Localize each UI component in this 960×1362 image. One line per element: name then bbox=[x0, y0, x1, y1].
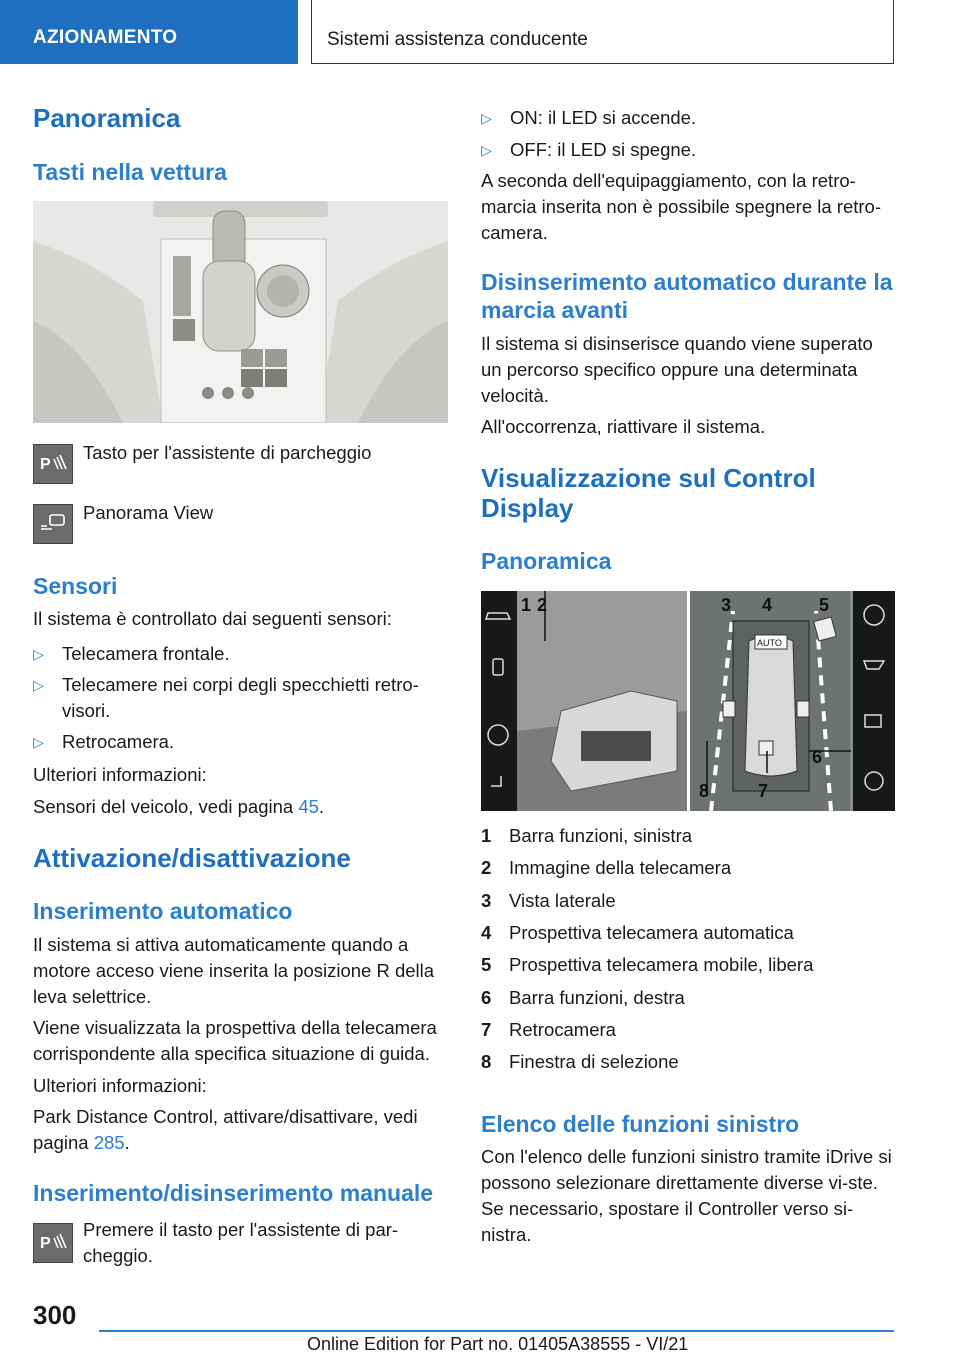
bullet-triangle-icon: ▷ bbox=[33, 734, 44, 750]
heading-disinserimento: Disinserimento automatico durante la marcia avanti bbox=[481, 269, 893, 323]
section-tab bbox=[0, 0, 298, 64]
disinserimento-text-2: All'occorrenza, riattivare il sistema. bbox=[481, 416, 766, 437]
heading-panoramica: Panoramica bbox=[33, 103, 181, 133]
equip-text: A seconda dell'equipaggiamento, con la retro-marcia inserita non è possibile spegnere la retro-camera. bbox=[481, 170, 882, 243]
page-link[interactable]: 45 bbox=[298, 796, 319, 817]
heading-sensori: Sensori bbox=[33, 573, 118, 599]
page-link[interactable]: 285 bbox=[93, 1132, 125, 1153]
sensori-reference: Sensori del veicolo, vedi pagina 45. bbox=[33, 796, 325, 817]
bullet-triangle-icon: ▷ bbox=[33, 677, 44, 693]
heading-manuale: Inserimento/disinserimento manuale bbox=[33, 1180, 434, 1206]
legend-number: 6 bbox=[481, 986, 492, 1008]
console-photo bbox=[33, 201, 448, 423]
section-title: AZIONAMENTO bbox=[33, 27, 178, 48]
elenco-text: Con l'elenco delle funzioni sinistro tramite iDrive si possono selezionare direttamente diverse vi-ste. Se necessario, spostare il Controller verso si-nistra. bbox=[481, 1146, 892, 1245]
ulteriori-label: Ulteriori informazioni: bbox=[33, 764, 207, 785]
heading-tasti: Tasti nella vettura bbox=[33, 159, 227, 185]
footer-rule bbox=[99, 1330, 894, 1332]
legend-number: 5 bbox=[481, 954, 492, 976]
chapter-title: Sistemi assistenza conducente bbox=[327, 29, 588, 50]
svg-text:P: P bbox=[40, 456, 51, 473]
manuale-text: Premere il tasto per l'assistente di par-cheggio. bbox=[83, 1219, 399, 1266]
parking-assistant-icon bbox=[33, 1223, 73, 1263]
legend-number: 7 bbox=[481, 1018, 492, 1040]
legend-label: Immagine della telecamera bbox=[509, 857, 732, 879]
page-number: 300 bbox=[33, 1300, 77, 1330]
panorama-button-label: Panorama View bbox=[83, 502, 214, 523]
callout-number: 6 bbox=[812, 747, 823, 767]
chapter-header bbox=[311, 0, 894, 64]
callout-number: 5 bbox=[819, 595, 830, 615]
inserimento-text-2: Viene visualizzata la prospettiva della telecamera corrispondente alla specifica situazione di guida. bbox=[33, 1017, 437, 1064]
footer-edition: Online Edition for Part no. 01405A38555 - VI/21 bbox=[307, 1334, 689, 1354]
legend-number: 1 bbox=[481, 825, 492, 846]
inserimento-text: Il sistema si attiva automaticamente quando a motore acceso viene inserita la posizione R della leva selettrice. bbox=[33, 934, 435, 1007]
callout-number: 8 bbox=[699, 781, 710, 801]
svg-text:P: P bbox=[40, 1235, 51, 1252]
legend-label: Prospettiva telecamera automatica bbox=[509, 921, 794, 943]
legend-number: 4 bbox=[481, 921, 492, 943]
legend-number: 2 bbox=[481, 857, 492, 879]
bullet-triangle-icon: ▷ bbox=[481, 110, 492, 126]
heading-panoramica-2: Panoramica bbox=[481, 548, 612, 574]
legend-number: 8 bbox=[481, 1051, 492, 1073]
ulteriori-label: Ulteriori informazioni: bbox=[33, 1075, 207, 1096]
sensori-intro: Il sistema è controllato dai seguenti sensori: bbox=[33, 608, 392, 629]
parking-button-label: Tasto per l'assistente di parcheggio bbox=[83, 442, 372, 463]
control-display-image bbox=[481, 591, 895, 811]
callout-number: 2 bbox=[537, 595, 548, 615]
legend-label: Retrocamera bbox=[509, 1018, 616, 1040]
bullet-triangle-icon: ▷ bbox=[481, 142, 492, 158]
legend-number: 3 bbox=[481, 889, 492, 911]
legend-label: Prospettiva telecamera mobile, libera bbox=[509, 954, 814, 976]
heading-visualizzazione: Visualizzazione sul Control Display bbox=[481, 463, 816, 523]
callout-number: 3 bbox=[721, 595, 732, 615]
heading-elenco: Elenco delle funzioni sinistro bbox=[481, 1111, 800, 1137]
legend-label: Barra funzioni, destra bbox=[509, 986, 685, 1008]
disinserimento-text: Il sistema si disinserisce quando viene superato un percorso specifico oppure una determinata velocità. bbox=[481, 333, 873, 406]
pdc-reference: Park Distance Control, attivare/disattivare, vedi pagina 285. bbox=[33, 1106, 418, 1153]
callout-number: 4 bbox=[762, 595, 773, 615]
legend-label: Barra funzioni, sinistra bbox=[509, 825, 693, 846]
heading-inserimento: Inserimento automatico bbox=[33, 898, 293, 924]
callout-number: 1 bbox=[521, 595, 532, 615]
parking-assistant-icon bbox=[33, 444, 73, 484]
legend-label: Vista laterale bbox=[509, 889, 616, 911]
callout-number: 7 bbox=[758, 781, 769, 801]
heading-attivazione: Attivazione/disattivazione bbox=[33, 843, 351, 873]
panorama-view-icon bbox=[33, 504, 73, 544]
bullet-triangle-icon: ▷ bbox=[33, 646, 44, 662]
legend-label: Finestra di selezione bbox=[509, 1051, 679, 1073]
auto-tag: AUTO bbox=[757, 638, 782, 648]
